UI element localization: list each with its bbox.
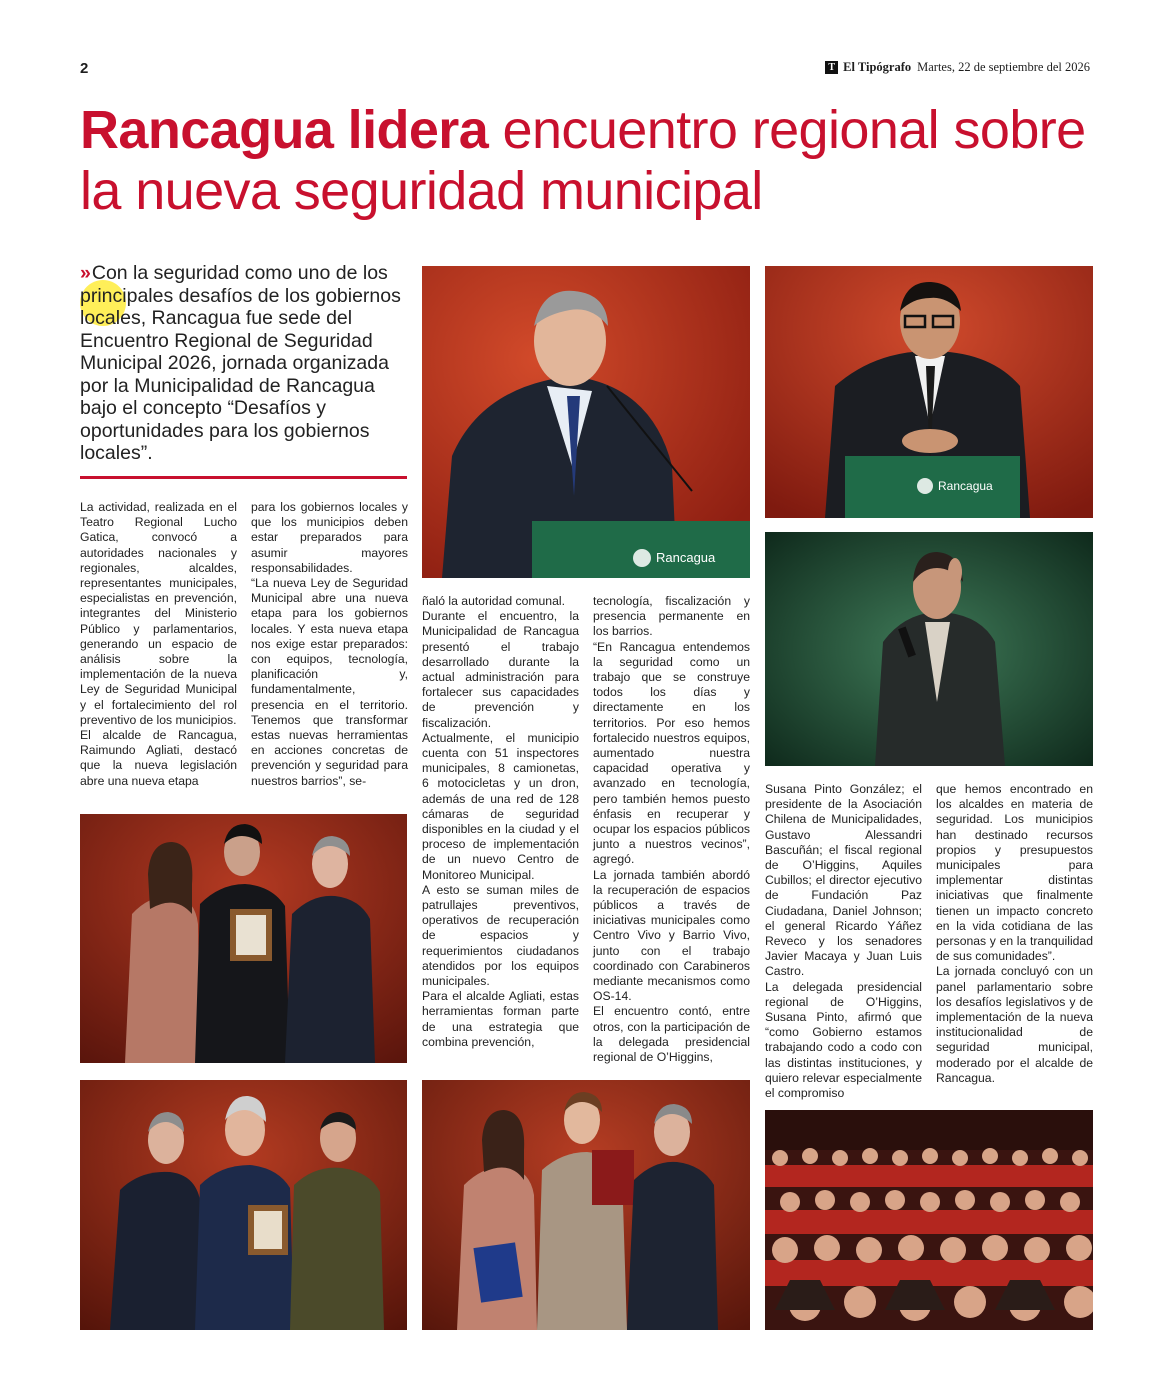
paragraph: tecnología, fiscalización y presencia permanente en los barrios. — [593, 594, 750, 639]
paragraph: Actualmente, el municipio cuenta con 51 inspectores municipales, 8 camionetas, 6 motocicletas y un dron, además de una red de 128 cámaras de seguridad disponibles en la ciudad y el proceso de implementación de un nuevo Centro de Monitoreo Municipal. — [422, 730, 579, 882]
paragraph: La jornada también abordó la recuperación de espacios públicos a través de iniciativas municipales como Centro Vivo y Barrio Vivo, junto con el trabajo coordinado con Carabineros mediante mecanismos como OS-14. — [593, 867, 750, 1004]
body-column-1 — [80, 500, 237, 789]
paragraph: ñaló la autoridad comunal. — [422, 594, 565, 608]
paragraph: “La nueva Ley de Seguridad Municipal abre una nueva etapa para los gobiernos locales. Y esta nueva etapa nos exige estar preparados: con equipos, tecnología, planificación y, fundamentalmente, presencia en el territorio. Tenemos que transformar estas nuevas herramientas en acciones concretas de prevención y seguridad para nuestros barrios”, se- — [251, 576, 408, 788]
paragraph: para los gobiernos locales y que los municipios deben estar preparados para asumir mayores responsabilidades. — [251, 500, 408, 575]
body-column-6 — [936, 782, 1093, 1086]
photo-book-presentation — [422, 1080, 750, 1330]
paragraph: Para el alcalde Agliati, estas herramientas forman parte de una estrategia que combina prevención, — [422, 989, 579, 1049]
paragraph: La actividad, realizada en el Teatro Regional Lucho Gatica, convocó a autoridades nacionales y regionales, alcaldes, representantes municipales, especialistas en prevención, integrantes del Ministerio Público y parlamentarios, generando un espacio de análisis sobre la implementación de la nueva Ley de Seguridad Municipal y el fortalecimiento del rol preventivo de los municipios. — [80, 500, 237, 727]
lead-divider — [80, 476, 407, 479]
paragraph: “En Rancagua entendemos la seguridad como un trabajo que se construye todos los días y directamente en los territorios. Por eso hemos fortalecido nuestros equipos, aumentado nuestra capacidad operativa y avanzado en tecnología, pero también hemos puesto énfasis en recuperar y ocupar los espacios públicos junto a nuestros vecinos”, agregó. — [593, 639, 750, 867]
page-number: 2 — [80, 60, 89, 77]
photo-speaker-podium — [422, 266, 750, 578]
podium-label: Rancagua — [938, 479, 993, 493]
podium-label: Rancagua — [656, 550, 716, 565]
article-lead — [80, 262, 410, 465]
photo-plaque-trio — [80, 814, 407, 1063]
newspaper-name: El Tipógrafo — [843, 60, 912, 74]
photo-speaker-microphone — [765, 532, 1093, 766]
body-column-5 — [765, 782, 922, 1101]
body-column-4 — [593, 594, 750, 1065]
body-column-2 — [251, 500, 408, 789]
paragraph: La jornada concluyó con un panel parlamentario sobre los desafíos legislativos y de implementación de la nueva institucionalidad de seguridad municipal, moderado por el alcalde de Rancagua. — [936, 964, 1093, 1085]
paragraph: Durante el encuentro, la Municipalidad de Rancagua presentó el trabajo desarrollado durante la actual administración para fortalecer sus capacidades de prevención y fiscalización. — [422, 609, 579, 730]
lead-marker-icon: » — [80, 262, 91, 284]
article-headline — [80, 100, 1090, 222]
body-column-3 — [422, 594, 579, 1050]
paragraph: La delegada presidencial regional de O’Higgins, Susana Pinto, afirmó que “como Gobierno estamos trabajando codo a codo con las distintas instituciones, y quiero relevar especialmente el compromiso — [765, 979, 922, 1101]
paragraph: El alcalde de Rancagua, Raimundo Agliati, destacó que la nueva legislación abre una nueva etapa — [80, 728, 237, 788]
lead-text: Con la seguridad como uno de los principales desafíos de los gobiernos locales, Rancagua fue sede del Encuentro Regional de Seguridad Municipal 2026, jornada organizada por la Municipalidad de Rancagua bajo el concepto “Desafíos y oportunidades para los gobiernos locales”. — [80, 262, 401, 464]
photo-plaque-uniform — [80, 1080, 407, 1330]
paragraph: Susana Pinto González; el presidente de la Asociación Chilena de Municipalidades, Gustavo Alessandri Bascuñán; el fiscal regional de O’Higgins, Aquiles Cubillos; el director ejecutivo de Fundación Paz Ciudadana, Daniel Johnson; el general Ricardo Yáñez Reveco y los senadores Javier Macaya y Juan Luis Castro. — [765, 782, 922, 979]
photo-speaker-glasses — [765, 266, 1093, 518]
headline-bold: Rancagua lidera — [80, 100, 489, 160]
issue-date: Martes, 22 de septiembre del 2026 — [917, 60, 1090, 74]
masthead — [825, 60, 1090, 75]
headline-rest: encuentro regional sobre la nueva seguridad municipal — [80, 100, 1086, 221]
photo-audience — [765, 1110, 1093, 1330]
paragraph: que hemos encontrado en los alcaldes en materia de seguridad. Los municipios han destinado recursos propios y presupuestos municipales para implementar distintas iniciativas que finalmente tienen un impacto concreto en la vida cotidiana de las personas y en la tranquilidad de sus comunidades”. — [936, 782, 1093, 964]
newspaper-logo-icon: T — [825, 61, 838, 74]
paragraph: A esto se suman miles de patrullajes preventivos, operativos de recuperación de espacios y requerimientos ciudadanos atendidos por los equipos municipales. — [422, 882, 579, 989]
paragraph: El encuentro contó, entre otros, con la participación de la delegada presidencial regional de O’Higgins, — [593, 1004, 750, 1065]
